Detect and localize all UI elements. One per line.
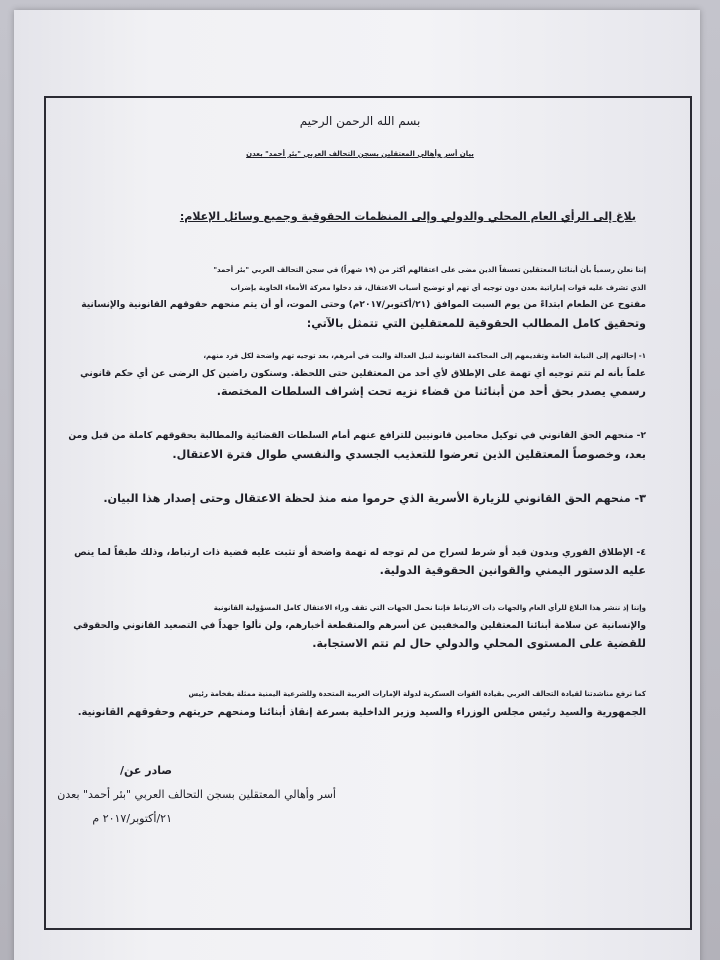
- paragraph-line: كما نرفع مناشدتنا لقيادة التحالف العربي بقيادة القوات العسكرية لدولة الإمارات العربية المتحدة وللشرعية اليمنية ممثلة بفخامة رئيس: [188, 690, 646, 698]
- paragraph-line: وإننا إذ ننشر هذا البلاغ للرأي العام والجهات ذات الارتباط فإننا نحمل الجهات التي تقف وراء الاعتقال كامل المسؤولية القانونية: [213, 604, 646, 612]
- paragraph-line: مفتوح عن الطعام ابتداءً من يوم السبت الموافق (٢١/أكتوبر/٢٠١٧م) وحتى الموت، أو أن يتم منحهم حقوقهم القانونية والإنسانية: [81, 300, 646, 310]
- paragraph-intro: [81, 262, 646, 332]
- paragraph-line: بعد، وخصوصاً المعتقلين الذين تعرضوا للتعذيب الجسدي والنفسي طوال فترة الاعتقال.: [172, 447, 646, 461]
- paragraph-line: عليه الدستور اليمني والقوانين الحقوقية الدولية.: [379, 563, 646, 577]
- paragraph-line: ١- إحالتهم إلى النيابة العامة وتقديمهم إلى المحاكمة القانونية لنيل العدالة والبت في أمرهم، بعد توجيه تهم واضحة لكل فرد منهم،: [203, 352, 646, 360]
- demand-4: [74, 544, 646, 579]
- paragraph-line: الذي تشرف عليه قوات إماراتية بعدن دون توجيه أي تهم أو توضيح أسباب الاعتقال، قد دخلوا معركة الأمعاء الخاوية بإضراب: [230, 283, 646, 292]
- addressee-line: بلاغ إلى الرأي العام المحلي والدولي وإلى المنظمات الحقوقية وجميع وسائل الإعلام:: [179, 210, 636, 223]
- basmala: بسم الله الرحمن الرحيم: [299, 114, 421, 128]
- paragraph-line: رسمي يصدر بحق أحد من أبنائنا من قضاء نزيه تحت إشراف السلطات المختصة.: [216, 385, 646, 398]
- issued-by-label: صادر عن/: [120, 764, 172, 777]
- paragraph-line: والإنسانية عن سلامة أبنائنا المعتقلين والمخفيين عن أسرهم والمنقطعة أخبارهم، ولن نألوا جهداً في التصعيد القانوني والحقوقي: [73, 620, 646, 631]
- responsibility-paragraph: [73, 600, 646, 653]
- document-date: ٢١/أكتوبر/٢٠١٧ م: [92, 812, 172, 825]
- paragraph-line: ٤- الإطلاق الفوري وبدون قيد أو شرط لسراح من لم توجه له تهمة واضحة أو تثبت عليه قضية ذات ارتباط، وذلك طبقاً لما ينص: [74, 547, 646, 558]
- issuer-name: أسر وأهالي المعتقلين بسجن التحالف العربي "بئر أحمد" بعدن: [57, 788, 336, 801]
- paragraph-line: إننا نعلن رسمياً بأن أبنائنا المعتقلين تعسفاً الذين مضى على اعتقالهم أكثر من (١٩ شهراً) في سجن التحالف العربي "بئر أحمد": [213, 266, 646, 274]
- paragraph-line: الجمهورية والسيد رئيس مجلس الوزراء والسيد وزير الداخلية بسرعة إنقاذ أبنائنا ومنحهم حريتهم وحقوقهم القانونية.: [77, 706, 646, 718]
- demand-2: [68, 428, 646, 463]
- paragraph-line: ٣- منحهم الحق القانوني للزيارة الأسرية الذي حرموا منه منذ لحظة الاعتقال وحتى إصدار هذا البيان.: [103, 492, 646, 505]
- paragraph-line: علماً بأنه لم تتم توجيه أي تهمة على الإطلاق لأي أحد من المعتقلين حتى اللحظة. وسنكون راضين كل الرضى عن أي حكم قانوني: [80, 368, 646, 379]
- demand-3: [103, 490, 646, 508]
- paragraph-line: ٢- منحهم الحق القانوني في توكيل محامين قانونيين للترافع عنهم أمام السلطات القضائية والمطالبة بحقوقهم كاملة من قبل ومن: [68, 431, 646, 441]
- paragraph-line: للقضية على المستوى المحلي والدولي حال لم تتم الاستجابة.: [312, 637, 646, 650]
- document-title: بيان أسر وأهالي المعتقلين بسجن التحالف العربي "بئر أحمد" بعدن: [246, 150, 474, 158]
- demand-1: [80, 348, 646, 401]
- paragraph-line: وتحقيق كامل المطالب الحقوقية للمعتقلين التي تتمثل بالآتي:: [306, 316, 646, 330]
- appeal-paragraph: [78, 686, 646, 721]
